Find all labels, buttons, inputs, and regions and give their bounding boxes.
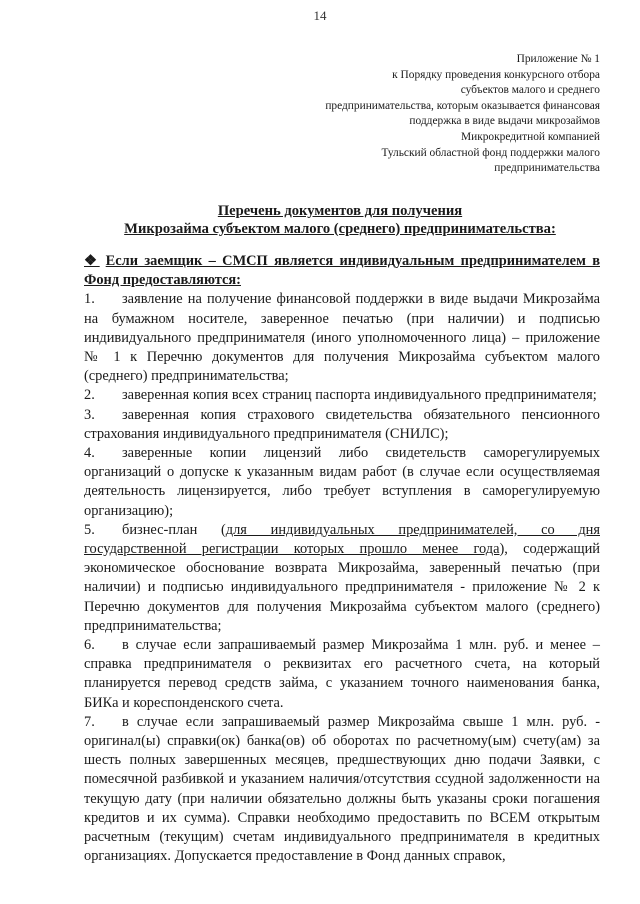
item-text: в случае если запрашиваемый размер Микрозайма 1 млн. руб. и менее – справка предпринимателя о реквизитах его расчетного счета, на который планируется перевод средств займа, с указанием точного наименования банка, БИКа и кореспонденского счета. (84, 637, 600, 711)
list-item (84, 406, 600, 444)
appendix-line: Приложение № 1 (516, 53, 600, 65)
item-number: 3. (84, 406, 95, 423)
item-text-underlined: для индивидуальных предпринимателей, со дня государственной регистрации которых прошло менее года (84, 521, 600, 558)
list-item (84, 290, 600, 386)
page-number: 14 (313, 8, 327, 23)
list-item (84, 444, 600, 521)
item-text: заверенная копия страхового свидетельства обязательного пенсионного страхования индивидуального предпринимателя (СНИЛС); (84, 406, 600, 442)
appendix-line: предпринимательства (494, 162, 600, 175)
appendix-line: поддержка в виде выдачи микрозаймов (409, 115, 600, 128)
item-text: заверенные копии лицензий либо свидетельств саморегулируемых организаций о допуске к указанным видам работ (в случае если осуществляемая деятельность лицензируется, либо требует вступления в саморегулируемую организацию); (84, 445, 600, 519)
item-text-after: ), содержащий экономическое обоснование возврата Микрозайма, заверенный печатью (при наличии) и подписью индивидуального предпринимателя - приложение № 2 к Перечню документов для получения Микрозайма субъектом малого (среднего) предпринимательства; (84, 541, 601, 634)
appendix-line: Микрокредитной компанией (460, 130, 600, 143)
appendix-line: Тульский областной фонд поддержки малого (381, 146, 600, 159)
list-item (84, 386, 600, 405)
item-text-before: бизнес-план ( (122, 521, 226, 538)
list-item (84, 521, 600, 636)
diamond-bullet-icon: ❖ (84, 253, 100, 269)
appendix-header (280, 52, 600, 177)
item-number: 6. (84, 637, 95, 654)
list-item (84, 713, 600, 867)
title-line: Микрозайма субъектом малого (среднего) предпринимательства: (124, 220, 556, 237)
item-number: 1. (84, 291, 95, 308)
appendix-line: субъектов малого и среднего (460, 84, 600, 97)
appendix-line: к Порядку проведения конкурсного отбора (392, 68, 600, 81)
item-text: заверенная копия всех страниц паспорта индивидуального предпринимателя; (122, 387, 597, 404)
item-number: 5. (84, 521, 95, 538)
intro-text: Если заемщик – СМСП является индивидуальным предпринимателем в Фонд предоставляются: (84, 253, 600, 289)
item-text: в случае если запрашиваемый размер Микрозайма свыше 1 млн. руб. - оригинал(ы) справки(ок) банка(ов) об оборотах по расчетному(ым) счету(ам) за шесть полных завершенных месяцев, предшествующих дню подачи Заявки, с помесячной разбивкой и указанием наличия/отсутствия ссудной задолженности на текущую дату (при наличии обязательно должны быть указаны сроки погашения кредитов и их сумма). Справки необходимо предоставить по ВСЕМ открытым расчетным (текущим) счетам индивидуального предпринимателя в кредитных организациях. Допускается предоставление в Фонд данных справок, (84, 713, 600, 865)
intro-paragraph (84, 252, 600, 290)
appendix-line: предпринимательства, которым оказывается финансовая (325, 99, 600, 112)
title-line: Перечень документов для получения (217, 203, 463, 219)
item-number: 2. (84, 387, 95, 404)
item-text: заявление на получение финансовой поддержки в виде выдачи Микрозайма на бумажном носителе, заверенное печатью (при наличии) и подписью индивидуального предпринимателя (иного уполномоченного лица) – приложение № 1 к Перечню документов для получения Микрозайма субъектом малого (среднего) предпринимательства; (84, 291, 600, 385)
item-number: 4. (84, 445, 95, 462)
list-item (84, 636, 600, 713)
document-title (80, 203, 600, 238)
item-number: 7. (84, 713, 95, 730)
document-body (84, 252, 600, 867)
